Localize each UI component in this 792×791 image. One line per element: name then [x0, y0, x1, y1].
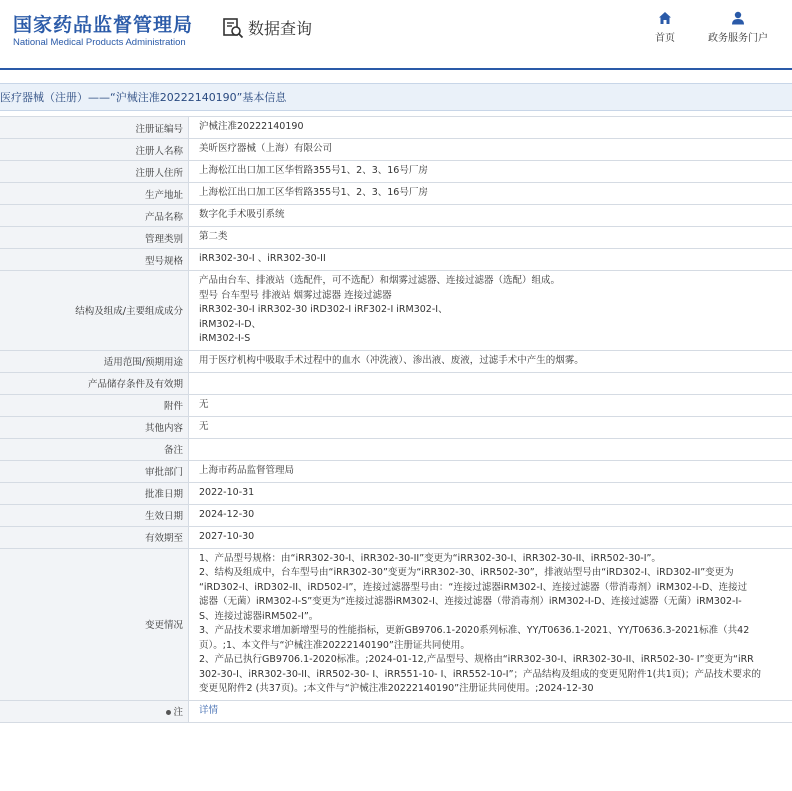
field-label: 注册人名称 — [0, 139, 189, 161]
nav-gov-service[interactable] — [708, 11, 768, 44]
table-row — [0, 249, 792, 271]
table-row — [0, 161, 792, 183]
value-line: 1、产品型号规格：由“iRR302-30-I、iRR302-30-II”变更为“iRR302-30-I、iRR302-30-II、iRR502-30-I”。 — [199, 552, 661, 564]
value-line: 2、产品已执行GB9706.1-2020标准。;2024-01-12,产品型号、规格由“iRR302-30-I、iRR302-30-II、iRR502-30- I”变更为“iRR — [199, 654, 754, 665]
field-value — [189, 700, 792, 722]
table-row — [0, 460, 792, 482]
field-label: 备注 — [0, 438, 189, 460]
value-line: iRM302-I-S — [199, 333, 251, 344]
field-label: 变更情况 — [0, 548, 189, 700]
data-query-link[interactable] — [222, 16, 312, 39]
field-label: 有效期至 — [0, 526, 189, 548]
field-label: 型号规格 — [0, 249, 189, 271]
logo-title-cn[interactable]: 国家药品监督管理局 — [13, 14, 194, 36]
field-value-multiline — [189, 271, 792, 351]
site-header — [0, 0, 792, 68]
table-row — [0, 504, 792, 526]
table-row — [0, 139, 792, 161]
value-line: S、连接过滤器iRM502-I”。 — [199, 610, 319, 622]
nav-home-label: 首页 — [655, 33, 675, 44]
field-label: 审批部门 — [0, 460, 189, 482]
value-line: 2、结构及组成中，台车型号由“iRR302-30”变更为“iRR302-30、iRR502-30”，排液站型号由“iRD302-I、iRD302-II”变更为 — [199, 567, 734, 578]
document-search-icon — [222, 17, 244, 39]
table-row — [0, 350, 792, 372]
table-row — [0, 548, 792, 700]
table-row — [0, 372, 792, 394]
field-value: 2024-12-30 — [189, 504, 792, 526]
detail-link[interactable]: 详情 — [199, 704, 219, 716]
field-value: 2022-10-31 — [189, 482, 792, 504]
field-label — [0, 700, 189, 722]
field-label: 产品储存条件及有效期 — [0, 372, 189, 394]
field-value: 第二类 — [189, 227, 792, 249]
field-label: 附件 — [0, 394, 189, 416]
value-line: “iRD302-I、iRD302-II、iRD502-I”，连接过滤器型号由：“连接过滤器iRM302-I、连接过滤器（带消毒剂）iRM302-I-D、连接过 — [199, 581, 748, 593]
field-value: 2027-10-30 — [189, 526, 792, 548]
field-label: 适用范围/预期用途 — [0, 350, 189, 372]
field-value-multiline — [189, 548, 792, 700]
nav-home[interactable] — [655, 11, 675, 44]
field-label: 注册人住所 — [0, 161, 189, 183]
field-value: 数字化手术吸引系统 — [189, 205, 792, 227]
field-label: 生产地址 — [0, 183, 189, 205]
field-value — [189, 372, 792, 394]
record-title-bar — [0, 83, 792, 111]
value-line: 302-30-I、iRR302-30-II、iRR502-30- I、iRR551-10- I、iRR552-10-I”；产品结构及组成的变更见附件1(共1页)；产品技术要求的 — [199, 668, 762, 680]
field-value: 无 — [189, 394, 792, 416]
value-line: iRM302-I-D、 — [199, 318, 262, 330]
table-row — [0, 416, 792, 438]
user-icon — [731, 11, 745, 25]
table-row — [0, 271, 792, 351]
field-label: 管理类别 — [0, 227, 189, 249]
field-value: 上海松江出口加工区华哲路355号1、2、3、16号厂房 — [189, 183, 792, 205]
table-row — [0, 526, 792, 548]
field-label: 批准日期 — [0, 482, 189, 504]
value-line: iRR302-30-I iRR302-30 iRD302-I iRF302-I iRM302-I、 — [199, 304, 448, 315]
field-value: 无 — [189, 416, 792, 438]
table-row — [0, 700, 792, 722]
header-divider — [0, 68, 792, 70]
table-row — [0, 394, 792, 416]
value-line: 型号 台车型号 排液站 烟雾过滤器 连接过滤器 — [199, 289, 392, 301]
nav-gov-label: 政务服务门户 — [708, 33, 768, 44]
field-label: 其他内容 — [0, 416, 189, 438]
field-label: 结构及组成/主要组成成分 — [0, 271, 189, 351]
table-row — [0, 438, 792, 460]
value-line: 产品由台车、排液站（选配件，可不选配）和烟雾过滤器、连接过滤器（选配）组成。 — [199, 275, 561, 286]
logo-title-en[interactable]: National Medical Products Administration — [13, 37, 186, 48]
field-value: 上海市药品监督管理局 — [189, 460, 792, 482]
value-line: 滤器（无菌）iRM302-I-S”变更为“连接过滤器iRM302-I、连接过滤器（带消毒剂）iRM302-I-D、连接过滤器（无菌）iRM302-I- — [199, 596, 742, 607]
table-row — [0, 227, 792, 249]
data-query-label: 数据查询 — [248, 19, 313, 38]
field-value: 沪械注准20222140190 — [189, 117, 792, 139]
field-label: 产品名称 — [0, 205, 189, 227]
field-value — [189, 438, 792, 460]
table-row — [0, 205, 792, 227]
field-value: 用于医疗机构中吸取手术过程中的血水（冲洗液）、渗出液、废液，过滤手术中产生的烟雾。 — [189, 350, 792, 372]
field-value: iRR302-30-I 、iRR302-30-II — [189, 249, 792, 271]
value-line: 变更见附件2 (共37页)。;本文件与“沪械注准20222140190”注册证共同使用。;2024-12-30 — [199, 683, 594, 694]
home-icon — [658, 11, 672, 25]
field-label: 生效日期 — [0, 504, 189, 526]
field-value: 美昕医疗器械（上海）有限公司 — [189, 139, 792, 161]
table-row — [0, 117, 792, 139]
registration-info-table — [0, 116, 792, 723]
table-row — [0, 482, 792, 504]
bullet-icon — [166, 710, 171, 715]
value-line: 页）。;1、本文件与“沪械注准20222140190”注册证共同使用。 — [199, 639, 470, 651]
table-row — [0, 183, 792, 205]
value-line: 3、产品技术要求增加新增型号的性能指标，更新GB9706.1-2020系列标准、YY/T0636.1-2021、YY/T0636.3-2021标准（共42 — [199, 625, 750, 636]
field-value: 上海松江出口加工区华哲路355号1、2、3、16号厂房 — [189, 161, 792, 183]
note-label: 注 — [173, 707, 183, 718]
record-title: 医疗器械（注册）——“沪械注准20222140190”基本信息 — [0, 91, 287, 104]
field-label: 注册证编号 — [0, 117, 189, 139]
